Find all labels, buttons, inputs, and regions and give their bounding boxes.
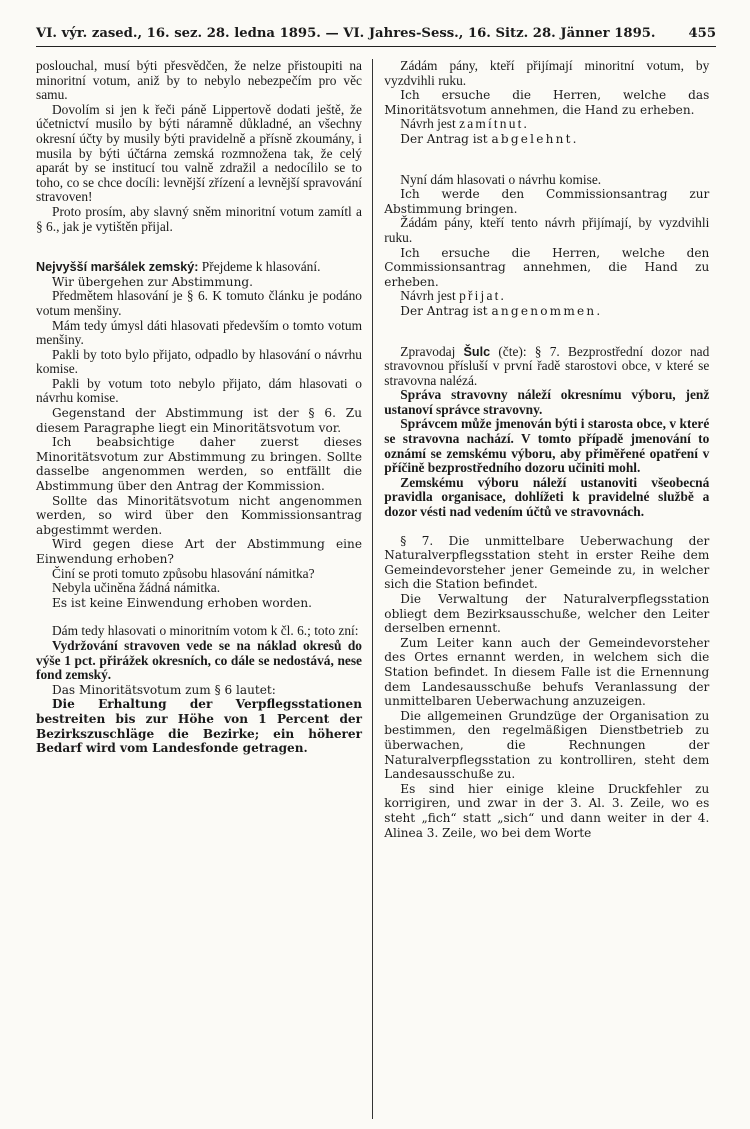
paragraph: Pakli by votum toto nebylo přijato, dám hlasovati o návrhu komise. (36, 375, 362, 406)
paragraph: Dám tedy hlasovati o minoritním votom k čl. 6.; toto zní: (52, 623, 359, 639)
paragraph: Sollte das Minoritätsvotum nicht angenommen werden, so wird über den Kommissionsantrag abgestimmt werden. (36, 493, 362, 537)
right-column (375, 59, 709, 1119)
speaker-name: Šulc (463, 344, 491, 359)
paragraph: Ich ersuche die Herren, welche den Commissionsantrag annehmen, die Hand zu erheben. (384, 245, 710, 289)
paragraph: Die allgemeinen Grundzüge der Organisation zu bestimmen, den regelmäßigen Dienstbetrieb zu überwachen, die Rechnungen der Naturalverpflegsstation zu kontrolliren, steht dem Landesausschuße zu. (384, 708, 710, 782)
paragraph: Nebyla učiněna žádná námitka. (52, 580, 221, 596)
paragraph: Mám tedy úmysl dáti hlasovati především o tomto votum menšiny. (36, 317, 362, 348)
paragraph: Ich werde den Commissionsantrag zur Abstimmung bringen. (384, 187, 710, 216)
result-word: přijat. (459, 288, 507, 304)
paragraph: Zádám pány, kteří přijímají minoritní votum, by vyzdvihli ruku. (384, 58, 710, 88)
speaker-name: Nejvyšší maršálek zemský: (36, 260, 199, 275)
column-divider (372, 59, 373, 1119)
result-word: zamítnut. (459, 116, 530, 132)
paragraph: Proto prosím, aby slavný sněm minoritní votum zamítl a § 6., jak je vytištěn přijal. (36, 203, 362, 234)
paragraph: Návrh jest zamítnut. (400, 116, 530, 132)
result-word: angenommen. (491, 303, 603, 318)
paragraph: Das Minoritätsvotum zum § 6 lautet: (52, 682, 276, 697)
paragraph: Wird gegen diese Art der Abstimmung eine Einwendung erhoben? (36, 537, 362, 566)
two-column-body (36, 59, 716, 1119)
paragraph: Der Antrag ist angenommen. (400, 303, 603, 318)
left-column (36, 59, 370, 1119)
speaker-paragraph: Zpravodaj Šulc (čte): § 7. Bezprostřední dozor nad stravovnou přísluší v první řadě starostovi obce, v které se stravovna nalézá. (384, 343, 710, 388)
paragraph: Gegenstand der Abstimmung ist der § 6. Zu diesem Paragraphe liegt ein Minoritätsvotum vor. (36, 406, 362, 435)
paragraph: Nyní dám hlasovati o návrhu komise. (400, 171, 602, 187)
running-header (36, 26, 716, 47)
speaker-paragraph: Nejvyšší maršálek zemský: Přejdeme k hlasování. (36, 259, 321, 275)
paragraph: Wir übergehen zur Abstimmung. (52, 274, 253, 289)
quoted-article: Vydržování stravoven vede se na náklad okresů do výše 1 pct. přirážek okresních, co dále se nedostává, nese fond zemský. (36, 637, 362, 683)
paragraph: Dovolím si jen k řeči páně Lippertově dodati ještě, že účetnictví musilo by býti náramně důkladné, an všechny okresní účty by musily býti pravidelně a přísně zkoumány, i musila by býti účtárna zemská rozmnožena tak, že celý aparát by se institucí tou valně zdražil a nedocílilo se to toho, co se chce docíli: levnější zřízení a levnější spravování stravoven! (36, 101, 362, 205)
paragraph: Die Verwaltung der Naturalverpflegsstation obliegt dem Bezirksausschuße, welcher den Leiter derselben ernennt. (384, 592, 710, 636)
paragraph: Činí se proti tomuto způsobu hlasování námitka? (52, 565, 315, 581)
paragraph: Ich beabsichtige daher zuerst dieses Minoritätsvotum zur Abstimmung zu bringen. Sollte dasselbe angenommen werden, so entfällt die Abstimmung über den Antrag der Kommission. (36, 435, 362, 494)
header-title: VI. výr. zased., 16. sez. 28. ledna 1895. — VI. Jahres-Sess., 16. Sitz. 28. Jänner 1895. (36, 26, 656, 41)
paragraph: Ich ersuche die Herren, welche das Minoritätsvotum annehmen, die Hand zu erheben. (384, 88, 710, 117)
paragraph: poslouchal, musí býti přesvědčen, že nelze přistoupiti na minoritní votum, aniž by to nebylo nebezpečím pro věc samu. (36, 58, 362, 103)
paragraph: Předmětem hlasování je § 6. K tomuto článku je podáno votum menšiny. (36, 288, 362, 318)
paragraph: Správa stravovny náleží okresnímu výboru, jenž ustanoví správce stravovny. (384, 387, 710, 417)
result-word: abgelehnt. (491, 131, 579, 146)
paragraph: Der Antrag ist abgelehnt. (400, 131, 579, 146)
paragraph: § 7. Die unmittelbare Ueberwachung der Naturalverpflegsstation steht in erster Reihe dem Gemeindevorsteher jener Gemeinde zu, in welcher sich die Station befindet. (384, 533, 710, 592)
paragraph: Pakli by toto bylo přijato, odpadlo by hlasování o návrhu komise. (36, 346, 362, 377)
quoted-article: Die Erhaltung der Verpflegsstationen bestreiten bis zur Höhe von 1 Percent der Bezirkszuschläge die Bezirke; ein höherer Bedarf wird vom Landesfonde getragen. (36, 697, 362, 756)
paragraph: Zum Leiter kann auch der Gemeindevorsteher des Ortes ernannt werden, in welchem sich die Station befindet. In diesem Falle ist die Ernennung dem Landesausschuße behufs Veranlassung der unmittelbaren Ueberwachung anzuzeigen. (384, 635, 710, 709)
page-number: 455 (688, 26, 716, 41)
paragraph: Správcem může jmenován býti i starosta obce, v které se stravovna nachází. V tomto případě jmenování to oznámí se zemskému výboru, aby přiměřené opatření v příčině bezprostředního dozoru učiniti mohl. (384, 416, 710, 476)
paragraph: Zemskému výboru náleží ustanoviti všeobecná pravidla organisace, dohlížeti k pravidelné službě a dozor vésti nad vedením účtů ve stravovnách. (384, 474, 710, 520)
paragraph: Návrh jest přijat. (400, 288, 507, 304)
paragraph: Žádám pány, kteří tento návrh přijímají, by vyzdvihli ruku. (384, 215, 710, 245)
paragraph: Es sind hier einige kleine Druckfehler zu korrigiren, und zwar in der 3. Al. 3. Zeile, wo es steht „fich“ statt „sich“ und dann weiter in der 4. Alinea 3. Zeile, wo bei dem Worte (384, 781, 710, 840)
paragraph: Es ist keine Einwendung erhoben worden. (52, 595, 312, 610)
